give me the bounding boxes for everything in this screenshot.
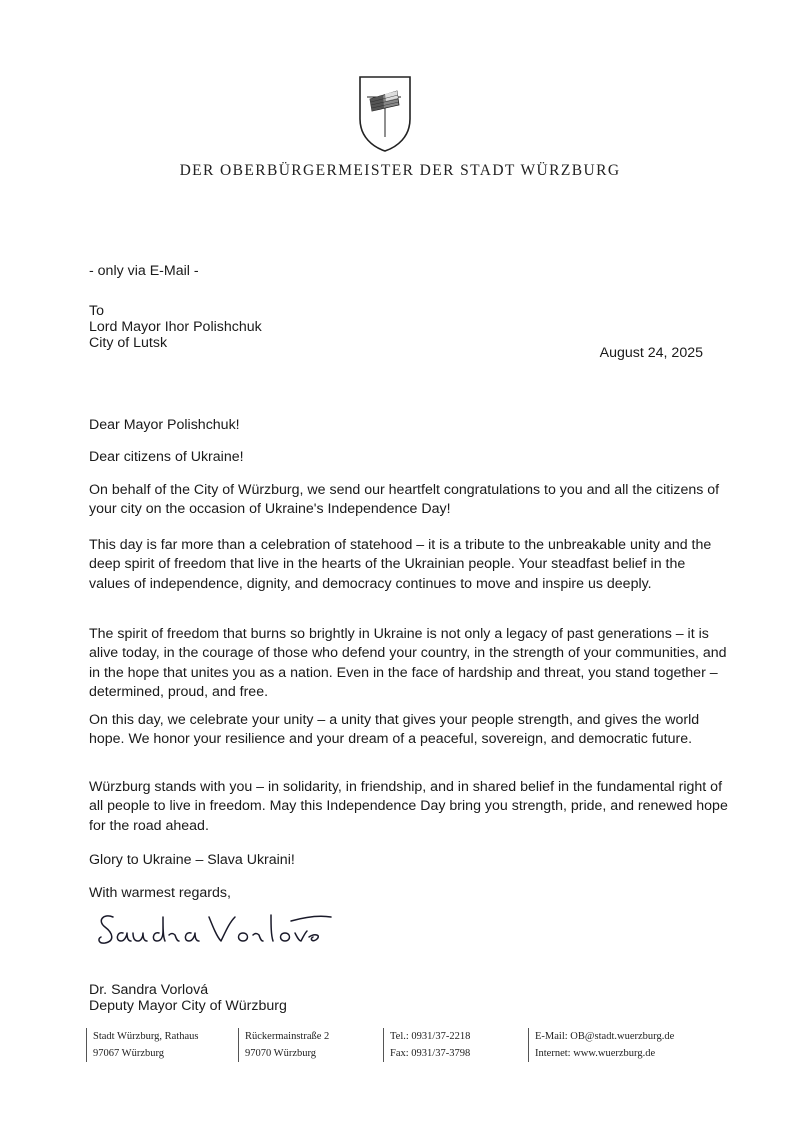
salutation-mayor: Dear Mayor Polishchuk! xyxy=(89,417,240,433)
footer-website[interactable]: Internet: www.wuerzburg.de xyxy=(535,1048,656,1059)
recipient-city: City of Lutsk xyxy=(89,335,168,351)
handwritten-signature xyxy=(95,907,335,953)
paragraph: On this day, we celebrate your unity – a unity that gives your people strength, and gives the world hope. We honor your resilience and your dream of a peaceful, sovereign, and democratic future. xyxy=(89,712,700,748)
closing-line: Glory to Ukraine – Slava Ukraini! xyxy=(89,852,295,868)
salutation-citizens: Dear citizens of Ukraine! xyxy=(89,449,244,465)
footer-email[interactable]: E-Mail: OB@stadt.wuerzburg.de xyxy=(535,1031,675,1042)
delivery-note: - only via E-Mail - xyxy=(89,263,199,279)
letter-footer xyxy=(0,1028,800,1068)
recipient-to: To xyxy=(89,303,104,319)
signatory-title: Deputy Mayor City of Würzburg xyxy=(89,998,287,1014)
letterhead-title: DER OBERBÜRGERMEISTER DER STADT WÜRZBURG xyxy=(179,162,621,179)
footer-contact xyxy=(528,1028,674,1062)
footer-street: Rückermainstraße 2 97070 Würzburg xyxy=(238,1028,329,1062)
paragraph: The spirit of freedom that burns so brightly in Ukraine is not only a legacy of past generations – it is alive today, in the courage of those who defend your country, in the strength of your communities, and in the hope that unites you as a nation. Even in the face of hardship and threat, you stand together – determined, proud, and free. xyxy=(89,626,727,701)
paragraph: This day is far more than a celebration of statehood – it is a tribute to the unbreakable unity and the deep spirit of freedom that live in the hearts of the Ukrainian people. Your steadfast belief in the values of independence, dignity, and democracy continues to move and inspire us deeply. xyxy=(89,537,712,592)
city-coat-of-arms-icon xyxy=(357,75,413,153)
signatory-name: Dr. Sandra Vorlová xyxy=(89,982,209,998)
letter-date: August 24, 2025 xyxy=(599,345,703,361)
paragraph: Würzburg stands with you – in solidarity, in friendship, and in shared belief in the fundamental right of all people to live in freedom. May this Independence Day bring you strength, pride, and renewed hope for the road ahead. xyxy=(89,779,728,834)
paragraph: On behalf of the City of Würzburg, we send our heartfelt congratulations to you and all the citizens of your city on the occasion of Ukraine's Independence Day! xyxy=(89,482,720,518)
footer-address: Stadt Würzburg, Rathaus 97067 Würzburg xyxy=(86,1028,198,1062)
footer-phone: Tel.: 0931/37-2218 Fax: 0931/37-3798 xyxy=(383,1028,470,1062)
regards: With warmest regards, xyxy=(89,885,231,901)
recipient-name: Lord Mayor Ihor Polishchuk xyxy=(89,319,262,335)
